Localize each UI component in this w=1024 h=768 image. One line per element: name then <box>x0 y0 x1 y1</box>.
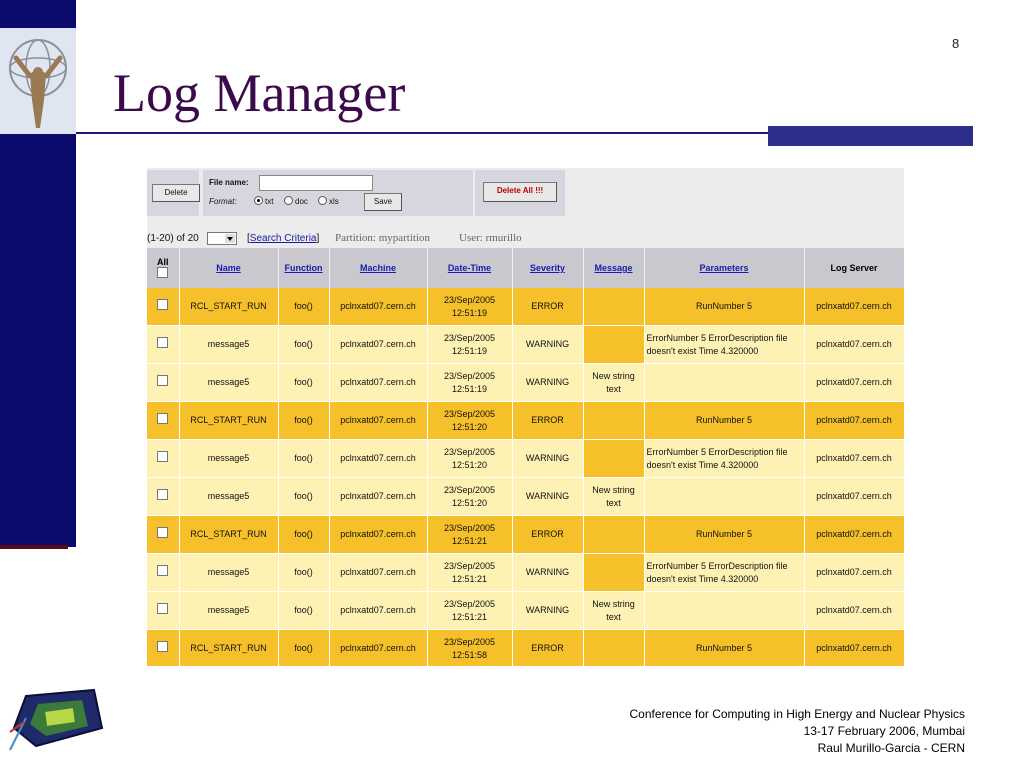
footer-dates: 13-17 February 2006, Mumbai <box>803 724 965 738</box>
function-value: foo() <box>294 567 313 577</box>
parameters-cell <box>644 478 804 516</box>
table-row <box>147 440 904 478</box>
severity-cell <box>512 402 583 440</box>
severity-cell <box>512 630 583 667</box>
row-checkbox[interactable] <box>157 451 168 462</box>
time-value: 12:51:20 <box>451 421 488 432</box>
time-value: 12:51:20 <box>451 459 488 470</box>
date-time-cell <box>427 478 512 516</box>
parameters-cell <box>644 326 804 364</box>
name-cell <box>179 630 278 667</box>
severity-value: ERROR <box>531 301 564 311</box>
severity-cell <box>512 288 583 326</box>
log-server-value: pclnxatd07.cern.ch <box>816 643 892 653</box>
date-value: 23/Sep/2005 <box>443 446 496 457</box>
footer <box>629 706 965 757</box>
row-checkbox-cell <box>147 326 179 364</box>
parameters-value: ErrorNumber 5 ErrorDescription file doesn't exist Time 4.320000 <box>646 332 788 356</box>
row-checkbox-cell <box>147 630 179 667</box>
date-value: 23/Sep/2005 <box>443 636 496 647</box>
function-value: foo() <box>294 453 313 463</box>
severity-value: ERROR <box>531 529 564 539</box>
severity-value: WARNING <box>525 491 570 501</box>
message-cell <box>583 326 644 364</box>
log-server-value: pclnxatd07.cern.ch <box>816 301 892 311</box>
file-name-input[interactable] <box>259 175 373 191</box>
machine-cell <box>329 630 427 667</box>
parameters-value: ErrorNumber 5 ErrorDescription file doesn't exist Time 4.320000 <box>646 560 788 584</box>
row-checkbox-cell <box>147 364 179 402</box>
machine-cell <box>329 478 427 516</box>
search-criteria-link[interactable]: Search Criteria <box>249 233 317 244</box>
machine-value: pclnxatd07.cern.ch <box>340 339 416 349</box>
name-value: message5 <box>207 339 250 349</box>
table-row <box>147 402 904 440</box>
parameters-value: RunNumber 5 <box>695 415 753 425</box>
severity-cell <box>512 478 583 516</box>
severity-value: ERROR <box>531 643 564 653</box>
message-cell <box>583 364 644 402</box>
date-value: 23/Sep/2005 <box>443 332 496 343</box>
log-server-cell <box>804 402 904 440</box>
log-server-value: pclnxatd07.cern.ch <box>816 339 892 349</box>
name-value: message5 <box>207 453 250 463</box>
severity-value: ERROR <box>531 415 564 425</box>
parameters-value: ErrorNumber 5 ErrorDescription file doesn't exist Time 4.320000 <box>646 446 788 470</box>
parameters-value: RunNumber 5 <box>695 643 753 653</box>
table-row <box>147 364 904 402</box>
function-value: foo() <box>294 643 313 653</box>
row-checkbox-cell <box>147 402 179 440</box>
name-cell <box>179 554 278 592</box>
format-txt-label: txt <box>265 197 274 206</box>
row-checkbox-cell <box>147 288 179 326</box>
time-value: 12:51:21 <box>451 573 488 584</box>
severity-value: WARNING <box>525 567 570 577</box>
row-checkbox-cell <box>147 554 179 592</box>
function-cell <box>278 630 329 667</box>
machine-value: pclnxatd07.cern.ch <box>340 377 416 387</box>
log-server-value: pclnxatd07.cern.ch <box>816 605 892 615</box>
function-cell <box>278 288 329 326</box>
machine-cell <box>329 592 427 630</box>
row-checkbox[interactable] <box>157 299 168 310</box>
row-checkbox-cell <box>147 478 179 516</box>
search-criteria-wrapper: [Search Criteria] <box>247 233 320 244</box>
header-name[interactable]: Name <box>179 248 278 288</box>
delete-button[interactable]: Delete <box>152 184 200 202</box>
machine-cell <box>329 326 427 364</box>
title-rule <box>76 132 770 134</box>
table-row <box>147 554 904 592</box>
log-server-value: pclnxatd07.cern.ch <box>816 453 892 463</box>
message-cell <box>583 554 644 592</box>
date-time-cell <box>427 402 512 440</box>
machine-value: pclnxatd07.cern.ch <box>340 567 416 577</box>
time-value: 12:51:58 <box>451 649 488 660</box>
time-value: 12:51:21 <box>451 611 488 622</box>
format-radio-txt[interactable] <box>254 196 263 205</box>
name-value: RCL_START_RUN <box>190 415 267 425</box>
log-server-value: pclnxatd07.cern.ch <box>816 529 892 539</box>
name-cell <box>179 478 278 516</box>
message-cell <box>583 478 644 516</box>
log-server-value: pclnxatd07.cern.ch <box>816 415 892 425</box>
title-rule-block <box>768 126 973 146</box>
log-server-value: pclnxatd07.cern.ch <box>816 377 892 387</box>
name-value: message5 <box>207 605 250 615</box>
header-machine[interactable]: Machine <box>329 248 427 288</box>
row-checkbox[interactable] <box>157 413 168 424</box>
log-server-cell <box>804 516 904 554</box>
function-value: foo() <box>294 491 313 501</box>
name-value: RCL_START_RUN <box>190 529 267 539</box>
log-server-cell <box>804 478 904 516</box>
slide-title: Log Manager <box>113 63 406 123</box>
partition-text: Partition: mypartition <box>335 232 431 244</box>
time-value: 12:51:21 <box>451 535 488 546</box>
table-header-row <box>147 248 904 288</box>
severity-cell <box>512 592 583 630</box>
message-cell <box>583 516 644 554</box>
log-server-cell <box>804 326 904 364</box>
severity-value: WARNING <box>525 605 570 615</box>
function-cell <box>278 364 329 402</box>
header-severity[interactable]: Severity <box>512 248 583 288</box>
header-all <box>147 248 179 288</box>
message-cell <box>583 440 644 478</box>
function-cell <box>278 440 329 478</box>
name-value: RCL_START_RUN <box>190 643 267 653</box>
machine-cell <box>329 364 427 402</box>
page-select[interactable] <box>207 232 237 245</box>
log-server-cell <box>804 554 904 592</box>
machine-cell <box>329 440 427 478</box>
date-value: 23/Sep/2005 <box>443 484 496 495</box>
log-server-cell <box>804 592 904 630</box>
machine-cell <box>329 288 427 326</box>
row-checkbox-cell <box>147 440 179 478</box>
name-cell <box>179 440 278 478</box>
log-server-cell <box>804 364 904 402</box>
message-cell <box>583 592 644 630</box>
time-value: 12:51:19 <box>451 307 488 318</box>
severity-value: WARNING <box>525 377 570 387</box>
severity-cell <box>512 326 583 364</box>
machine-value: pclnxatd07.cern.ch <box>340 415 416 425</box>
name-cell <box>179 288 278 326</box>
function-value: foo() <box>294 415 313 425</box>
row-checkbox[interactable] <box>157 337 168 348</box>
function-value: foo() <box>294 605 313 615</box>
function-cell <box>278 402 329 440</box>
machine-value: pclnxatd07.cern.ch <box>340 605 416 615</box>
log-table <box>147 248 904 666</box>
row-checkbox[interactable] <box>157 489 168 500</box>
name-cell <box>179 516 278 554</box>
format-doc-label: doc <box>295 197 308 206</box>
date-time-cell <box>427 364 512 402</box>
date-time-cell <box>427 288 512 326</box>
message-cell <box>583 402 644 440</box>
function-cell <box>278 554 329 592</box>
message-cell <box>583 630 644 667</box>
log-server-cell <box>804 288 904 326</box>
function-value: foo() <box>294 377 313 387</box>
severity-cell <box>512 554 583 592</box>
name-value: RCL_START_RUN <box>190 301 267 311</box>
table-row <box>147 592 904 630</box>
header-parameters[interactable]: Parameters <box>644 248 804 288</box>
format-radio-xls[interactable] <box>318 196 327 205</box>
table-row <box>147 326 904 364</box>
sidebar-shadow <box>0 545 68 549</box>
parameters-cell <box>644 592 804 630</box>
parameters-cell <box>644 440 804 478</box>
machine-value: pclnxatd07.cern.ch <box>340 643 416 653</box>
parameters-value: RunNumber 5 <box>695 529 753 539</box>
severity-cell <box>512 516 583 554</box>
machine-value: pclnxatd07.cern.ch <box>340 491 416 501</box>
delete-all-button[interactable]: Delete All !!! <box>483 182 557 202</box>
severity-value: WARNING <box>525 453 570 463</box>
log-server-cell <box>804 440 904 478</box>
severity-cell <box>512 364 583 402</box>
machine-cell <box>329 554 427 592</box>
message-value: New string text <box>592 370 635 394</box>
date-value: 23/Sep/2005 <box>443 598 496 609</box>
result-range: (1-20) of 20 <box>147 233 199 244</box>
table-row <box>147 478 904 516</box>
atlas-logo-icon <box>0 28 76 134</box>
log-server-cell <box>804 630 904 667</box>
severity-cell <box>512 440 583 478</box>
time-value: 12:51:19 <box>451 345 488 356</box>
row-checkbox-cell <box>147 592 179 630</box>
name-value: message5 <box>207 567 250 577</box>
name-value: message5 <box>207 377 250 387</box>
function-cell <box>278 478 329 516</box>
name-cell <box>179 326 278 364</box>
message-value: New string text <box>592 484 635 508</box>
time-value: 12:51:20 <box>451 497 488 508</box>
page-number: 8 <box>952 36 960 51</box>
name-cell <box>179 592 278 630</box>
format-label: Format: <box>209 197 237 206</box>
function-cell <box>278 326 329 364</box>
footer-author: Raul Murillo-Garcia - CERN <box>817 741 965 755</box>
machine-value: pclnxatd07.cern.ch <box>340 301 416 311</box>
log-table-body <box>147 288 904 666</box>
format-xls-label: xls <box>329 197 339 206</box>
header-function[interactable]: Function <box>278 248 329 288</box>
row-checkbox[interactable] <box>157 375 168 386</box>
name-value: message5 <box>207 491 250 501</box>
parameters-cell <box>644 554 804 592</box>
row-checkbox[interactable] <box>157 527 168 538</box>
date-time-cell <box>427 630 512 667</box>
table-row <box>147 630 904 667</box>
name-cell <box>179 364 278 402</box>
date-value: 23/Sep/2005 <box>443 560 496 571</box>
header-message[interactable]: Message <box>583 248 644 288</box>
select-all-checkbox[interactable] <box>157 267 168 278</box>
row-checkbox[interactable] <box>157 603 168 614</box>
machine-value: pclnxatd07.cern.ch <box>340 453 416 463</box>
time-value: 12:51:19 <box>451 383 488 394</box>
function-value: foo() <box>294 301 313 311</box>
detector-logo-icon <box>6 688 106 759</box>
save-button[interactable]: Save <box>364 193 402 211</box>
machine-value: pclnxatd07.cern.ch <box>340 529 416 539</box>
footer-conference: Conference for Computing in High Energy and Nuclear Physics <box>629 707 965 721</box>
date-value: 23/Sep/2005 <box>443 522 496 533</box>
date-time-cell <box>427 554 512 592</box>
parameters-cell <box>644 630 804 667</box>
parameters-cell <box>644 516 804 554</box>
file-name-label: File name: <box>209 178 249 187</box>
function-cell <box>278 592 329 630</box>
severity-value: WARNING <box>525 339 570 349</box>
machine-cell <box>329 402 427 440</box>
header-date-time[interactable]: Date-Time <box>427 248 512 288</box>
log-manager-screenshot <box>147 168 904 666</box>
date-time-cell <box>427 326 512 364</box>
date-time-cell <box>427 516 512 554</box>
function-value: foo() <box>294 339 313 349</box>
table-row <box>147 516 904 554</box>
parameters-cell <box>644 288 804 326</box>
parameters-value: RunNumber 5 <box>695 301 753 311</box>
log-server-value: pclnxatd07.cern.ch <box>816 567 892 577</box>
chevron-down-icon <box>225 234 235 243</box>
table-row <box>147 288 904 326</box>
name-cell <box>179 402 278 440</box>
message-cell <box>583 288 644 326</box>
date-value: 23/Sep/2005 <box>443 408 496 419</box>
log-server-value: pclnxatd07.cern.ch <box>816 491 892 501</box>
function-value: foo() <box>294 529 313 539</box>
header-log-server: Log Server <box>804 248 904 288</box>
row-checkbox-cell <box>147 516 179 554</box>
date-value: 23/Sep/2005 <box>443 294 496 305</box>
date-time-cell <box>427 440 512 478</box>
function-cell <box>278 516 329 554</box>
parameters-cell <box>644 364 804 402</box>
all-label: All <box>156 256 169 267</box>
date-value: 23/Sep/2005 <box>443 370 496 381</box>
format-radio-doc[interactable] <box>284 196 293 205</box>
user-text: User: rmurillo <box>459 232 522 244</box>
row-checkbox[interactable] <box>157 641 168 652</box>
date-time-cell <box>427 592 512 630</box>
row-checkbox[interactable] <box>157 565 168 576</box>
parameters-cell <box>644 402 804 440</box>
message-value: New string text <box>592 598 635 622</box>
machine-cell <box>329 516 427 554</box>
